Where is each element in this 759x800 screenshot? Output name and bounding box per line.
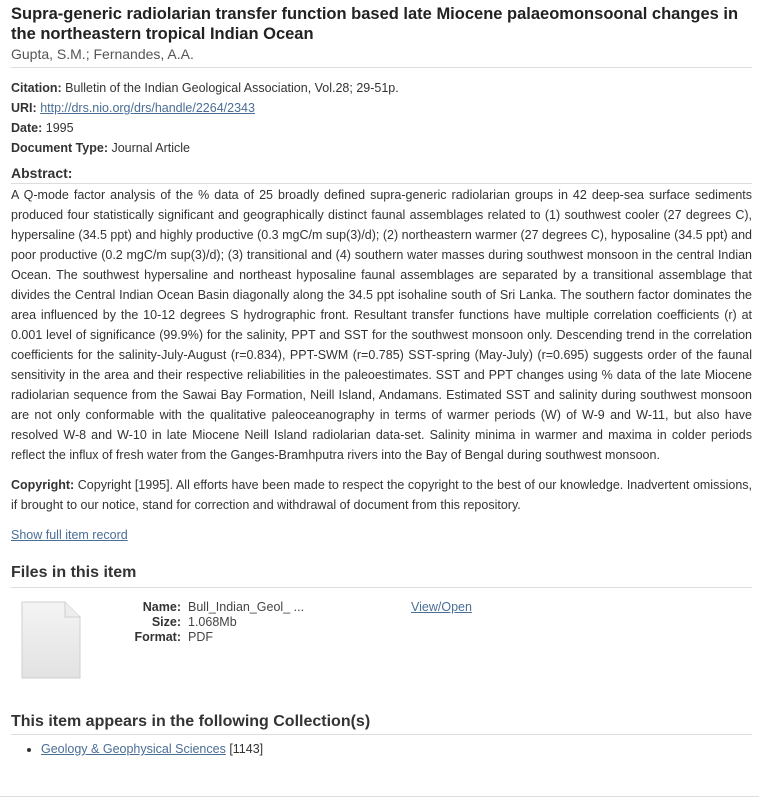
copyright-label: Copyright:	[11, 478, 75, 492]
view-open-link[interactable]: View/Open	[411, 600, 472, 614]
file-format: PDF	[188, 630, 213, 644]
show-full-record	[11, 525, 752, 545]
file-entry	[11, 598, 752, 690]
page-title: Supra-generic radiolarian transfer function based late Miocene palaeomonsoonal changes in the northeastern tropical Indian Ocean	[11, 5, 739, 43]
citation-row	[11, 78, 752, 98]
doctype-label: Document Type:	[11, 141, 108, 155]
citation-value: Bulletin of the Indian Geological Association, Vol.28; 29-51p.	[65, 81, 399, 95]
collections-heading: This item appears in the following Collection(s)	[11, 712, 752, 735]
item-view	[11, 4, 752, 759]
abstract-text: A Q-mode factor analysis of the % data of 25 broadly defined supra-generic radiolarian groups in 42 deep-sea surface sediments produced four statistically significant and geographically distinct faunal assemblages related to (1) southwest cooler (27 degrees C), hypersaline (34.5 ppt) and highly productive (0.3 mgC/m sup(3)/d); (2) northeastern warmer (27 degrees C), hyposaline (34.5 ppt) and poor productive (0.2 mgC/m sup(3)/d); (3) transitional and (4) southern water masses during southwest monsoon in the central Indian Ocean. The southwest hypersaline and northeast hyposaline faunal assemblages are separated by a transitional assemblage that divides the Central Indian Ocean Basin diagonally along the 34.5 ppt isohaline south of Sri Lanka. The southern factor dominates the area influenced by the 10-12 degrees S hydrographic front. Resultant transfer functions have multiple correlation coefficients (r) at 0.001 level of significance (99.9%) for the salinity, PPT and SST for the southwest monsoon only. Descending trend in the correlation coefficients for the salinity-July-August (r=0.834), PPT-SWM (r=0.785) SST-spring (May-July) (r=0.695) suggests order of the faunal sensitivity in the area and their respective reliabilities in the paleoestimates. SST and PPT changes using % data of the late Miocene radiolarian sequence from the Sawai Bay Formation, Neill Island, Andamans. Estimated SST and salinity during southwest monsoon are not only conformable with the qualitative paleoceanography in terms of warmer periods (W) of W-9 and W-11, but also have resolved W-8 and W-10 in late Miocene Neill Island radiolarian data-set. Salinity minima in warmer and maxima in colder periods reflect the influx of fresh water from the Ganges-Bramhputra rivers into the Bay of Bengal during southwest monsoon.	[11, 188, 752, 462]
file-thumbnail-icon[interactable]	[21, 601, 81, 679]
date-label: Date:	[11, 121, 43, 135]
show-full-record-link[interactable]: Show full item record	[11, 528, 128, 542]
copyright-text: Copyright [1995]. All efforts have been made to respect the copyright to the best of our knowledge. Inadvertent omissions, if brought to our notice, stand for correction and withdrawal of document from this repository.	[11, 478, 752, 512]
file-metadata	[121, 600, 304, 645]
collection-count: [1143]	[229, 742, 264, 756]
collections-list	[11, 739, 752, 759]
files-heading: Files in this item	[11, 563, 752, 588]
date-row	[11, 118, 752, 138]
abstract-heading: Abstract:	[11, 164, 752, 184]
file-format-label: Format:	[134, 630, 181, 644]
doctype-value: Journal Article	[111, 141, 190, 155]
collection-link[interactable]: Geology & Geophysical Sciences	[41, 742, 226, 756]
uri-row	[11, 98, 752, 118]
authors: Gupta, S.M.; Fernandes, A.A.	[11, 45, 752, 68]
file-size-label: Size:	[151, 615, 181, 629]
file-name: Bull_Indian_Geol_ ...	[188, 600, 305, 614]
uri-label: URI:	[11, 101, 37, 115]
date-value: 1995	[45, 121, 74, 135]
file-size: 1.068Mb	[188, 615, 237, 629]
uri-link[interactable]: http://drs.nio.org/drs/handle/2264/2343	[40, 101, 255, 115]
file-name-label: Name:	[142, 600, 181, 614]
footer-divider	[0, 796, 759, 797]
citation-label: Citation:	[11, 81, 62, 95]
metadata-list	[11, 78, 752, 158]
collection-item	[41, 739, 752, 759]
doctype-row	[11, 138, 752, 158]
copyright-block	[11, 475, 752, 515]
